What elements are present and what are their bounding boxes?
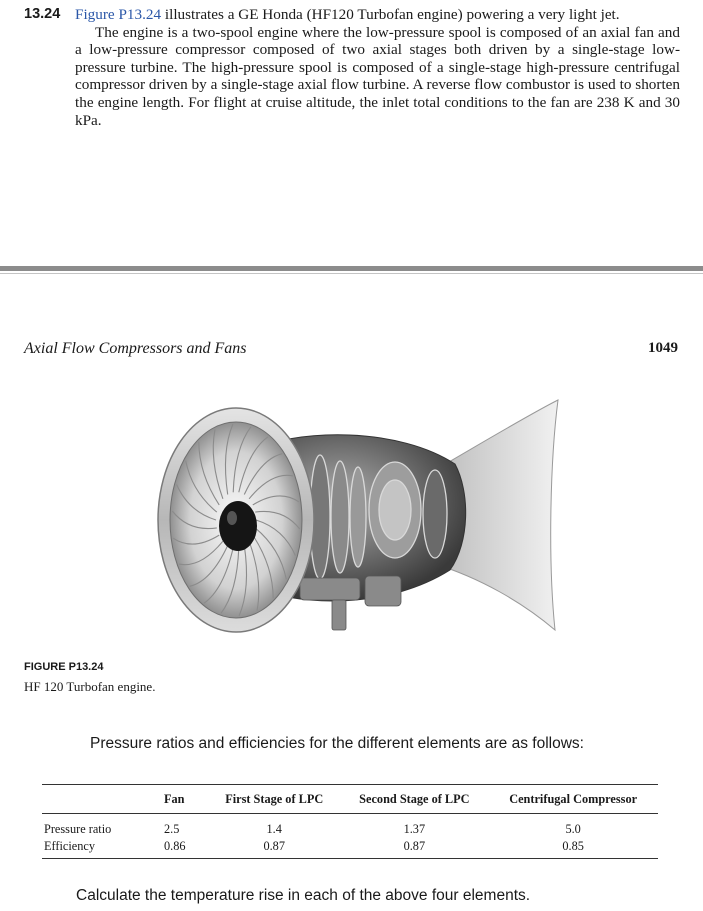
page-divider	[0, 266, 703, 271]
table-cell: 1.37	[403, 822, 426, 836]
problem-body: The engine is a two-spool engine where the low-pressure spool is composed of an axial fan and a low-pressure compressor composed of two axial stages both driven by a single-stage low-pressure turbine. The high-pressure spool is composed of a single-stage high-pressure centrifugal compressor driven by a single-stage axial flow turbine. A reverse flow combustor is used to shorten the engine length. For flight at cruise altitude, the inlet total conditions to the fan are 238 K and 30 kPa.	[75, 23, 680, 129]
problem-first-line-text: illustrates a GE Honda (HF120 Turbofan engine) powering a very light jet.	[164, 6, 620, 23]
row-label: Efficiency	[44, 839, 95, 853]
table-intro: Pressure ratios and efficiencies for the different elements are as follows:	[90, 735, 584, 752]
figure-reference-link[interactable]: Figure P13.24	[75, 6, 162, 23]
header-fan: Fan	[164, 792, 185, 806]
table-header-row	[42, 785, 658, 814]
header-centrifugal-compressor: Centrifugal Compressor	[509, 792, 638, 806]
figure-label: FIGURE P13.24	[24, 661, 104, 673]
header-cell-blank	[42, 785, 160, 814]
accessory-gearbox	[300, 576, 401, 630]
table-cell: 5.0	[565, 822, 581, 836]
table-row	[42, 814, 658, 839]
spinner-highlight	[227, 511, 237, 525]
problem-13-24	[24, 6, 680, 129]
spinner-cone	[219, 501, 257, 551]
table-row	[42, 838, 658, 859]
running-head: Axial Flow Compressors and Fans	[24, 340, 247, 357]
header-first-stage-lpc: First Stage of LPC	[225, 792, 324, 806]
table-cell: 1.4	[266, 822, 282, 836]
problem-number: 13.24	[24, 6, 61, 22]
header-second-stage-lpc: Second Stage of LPC	[359, 792, 470, 806]
table-cell: 0.87	[263, 839, 285, 853]
page-divider-shadow	[0, 273, 703, 274]
figure-caption: HF 120 Turbofan engine.	[24, 679, 156, 694]
question-text: Calculate the temperature rise in each of the above four elements.	[76, 887, 531, 904]
problem-first-line	[75, 6, 680, 24]
table-cell: 0.86	[164, 839, 186, 853]
row-label: Pressure ratio	[44, 822, 112, 836]
page-number: 1049	[648, 340, 678, 356]
table-cell: 0.87	[403, 839, 426, 853]
turbofan-engine-illustration	[150, 392, 560, 642]
pressure-efficiency-table	[42, 784, 658, 859]
table-cell: 0.85	[562, 839, 584, 853]
table-cell: 2.5	[164, 822, 180, 836]
